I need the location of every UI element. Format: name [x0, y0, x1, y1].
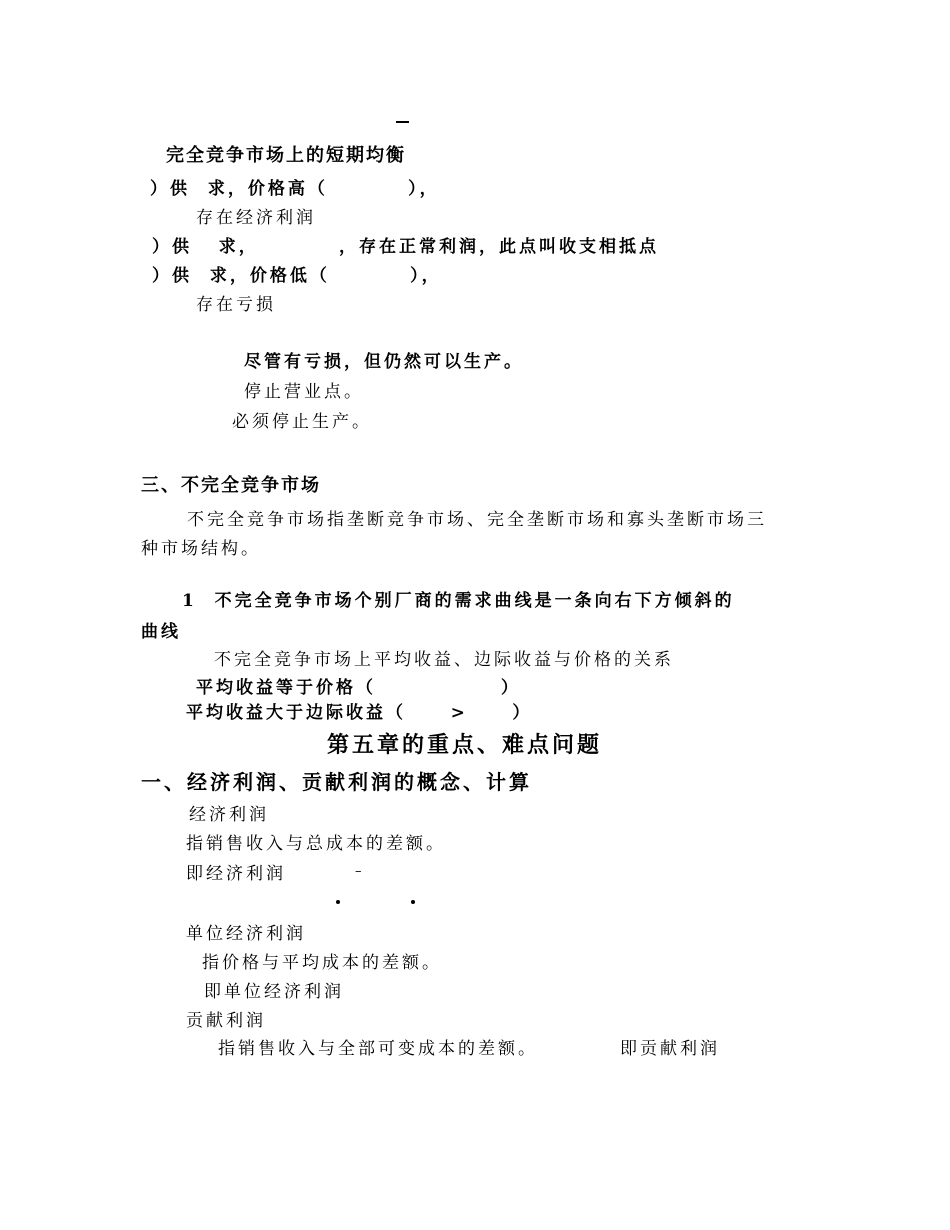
- unit-profit-formula: 即单位经济利润: [204, 982, 344, 1002]
- point1-line2: 曲线: [141, 622, 181, 642]
- case3-note: 存在亏损: [196, 295, 276, 315]
- unit-profit-label: 单位经济利润: [186, 924, 306, 944]
- relation-a: 平均收益等于价格（ ）: [196, 678, 521, 698]
- contrib-profit-definition: 指销售收入与全部可变成本的差额。: [218, 1039, 538, 1059]
- contrib-profit-formula: 即贡献利润: [620, 1039, 720, 1059]
- imperfect-intro-line1: 不完全竞争市场指垄断竞争市场、完全垄断市场和寡头垄断市场三: [187, 510, 767, 530]
- econ-profit-label: 经济利润: [189, 805, 269, 825]
- loss-note-a: 尽管有亏损，但仍然可以生产。: [244, 352, 524, 372]
- contrib-profit-label: 贡献利润: [186, 1011, 266, 1031]
- section-title-short-run: 完全竞争市场上的短期均衡: [166, 145, 406, 166]
- imperfect-intro-line2: 种市场结构。: [141, 539, 261, 559]
- section-title-imperfect: 三、不完全竞争市场: [141, 475, 321, 496]
- loss-note-b: 停止营业点。: [244, 382, 364, 402]
- case1-note: 存在经济利润: [196, 208, 316, 228]
- chapter5-section1-title: 一、经济利润、贡献利润的概念、计算: [141, 770, 532, 794]
- relation-b: 平均收益大于边际收益（ > ）: [186, 703, 533, 723]
- econ-profit-definition: 指销售收入与总成本的差额。: [186, 834, 446, 854]
- unit-profit-definition: 指价格与平均成本的差额。: [202, 953, 442, 973]
- formula-dot-right: [411, 900, 415, 904]
- econ-profit-minus: –: [355, 864, 362, 879]
- case1-line: ）供 求，价格高（ ），: [150, 179, 440, 199]
- chapter5-title: 第五章的重点、难点问题: [327, 732, 603, 758]
- loss-note-c: 必须停止生产。: [232, 412, 372, 432]
- case3-line: ）供 求，价格低（ ），: [152, 266, 442, 286]
- formula-dot-left: [336, 900, 340, 904]
- relation-title: 不完全竞争市场上平均收益、边际收益与价格的关系: [214, 650, 674, 670]
- econ-profit-formula: 即经济利润: [186, 864, 286, 884]
- point1-line1: 1 不完全竞争市场个别厂商的需求曲线是一条向右下方倾斜的: [182, 591, 735, 611]
- page-top-dash: [396, 121, 409, 123]
- case2-line: ）供 求， ，存在正常利润，此点叫收支相抵点: [152, 237, 660, 257]
